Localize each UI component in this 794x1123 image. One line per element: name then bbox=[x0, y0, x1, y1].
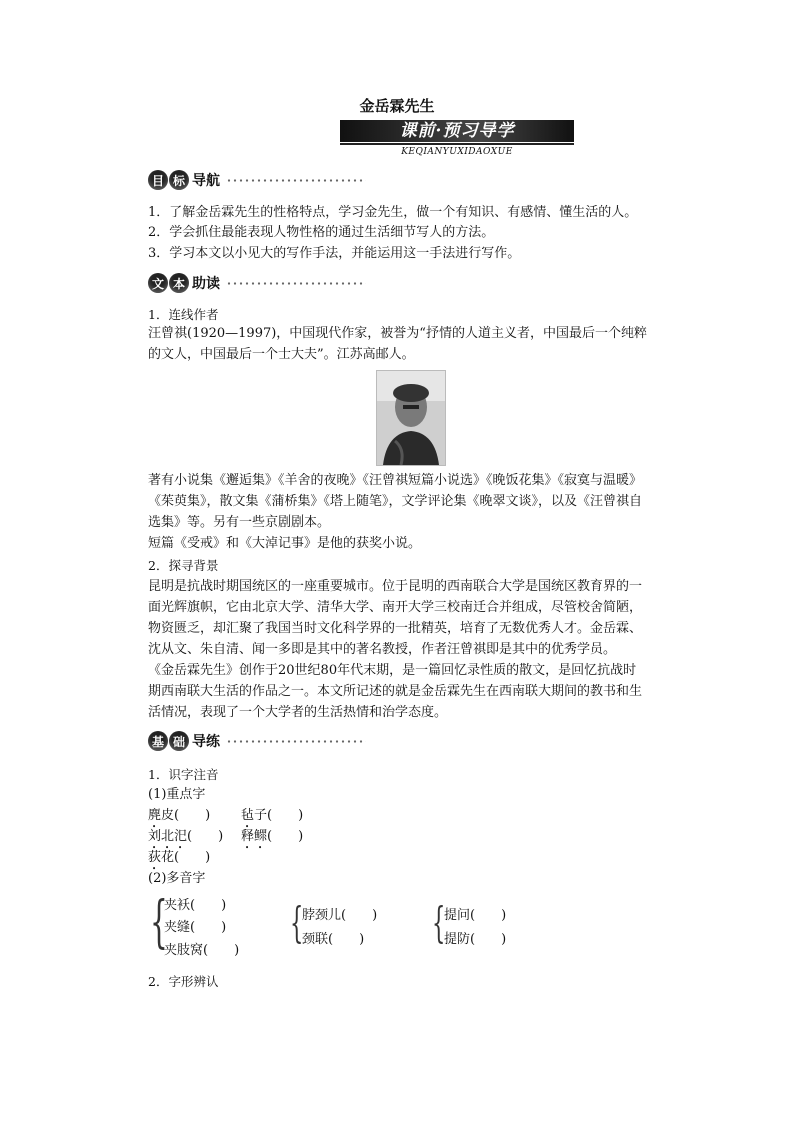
background-para: 《金岳霖先生》创作于20世纪80年代末期，是一篇回忆录性质的散文，是回忆抗战时期西南联大生活的作品之一。本文所记述的就是金岳霖先生在西南联大期间的教书和生活情况，表现了一个大学者的生活热情和治学态度。 bbox=[148, 663, 643, 720]
blank: 子( ) bbox=[254, 808, 304, 823]
section-title: 助读 bbox=[192, 276, 220, 292]
blank: ( ) bbox=[187, 829, 224, 844]
dotted-divider bbox=[226, 282, 366, 285]
section-banner bbox=[340, 120, 574, 148]
brace-icon: { bbox=[432, 898, 446, 947]
author-works: 著有小说集《邂逅集》《羊舍的夜晚》《汪曾祺短篇小说选》《晚饭花集》《寂寞与温暖》《茱萸集》，散文集《蒲桥集》《塔上随笔》，文学评论集《晚翠文谈》，以及《汪曾祺自选集》等。另有一些京剧剧本。 bbox=[148, 473, 643, 530]
badge-char: 本 bbox=[169, 273, 189, 293]
goal-item: 3．学习本文以小见大的写作手法，并能运用这一手法进行写作。 bbox=[148, 246, 521, 261]
author-intro bbox=[148, 323, 648, 365]
goal-item: 1．了解金岳霖先生的性格特点，学习金先生，做一个有知识、有感情、懂生活的人。 bbox=[148, 205, 638, 220]
dotted-divider bbox=[226, 740, 366, 743]
polyphone-item bbox=[444, 929, 564, 950]
polyphone-item bbox=[302, 929, 422, 950]
author-awards: 短篇《受戒》和《大淖记事》是他的获奖小说。 bbox=[148, 536, 422, 551]
blank: 皮( ) bbox=[161, 808, 211, 823]
subheading-polyphone: (2)多音字 bbox=[148, 871, 206, 886]
badge-char: 目 bbox=[148, 170, 168, 190]
emphasis-char: 麂 bbox=[148, 808, 162, 823]
subheading-background: 2．探寻背景 bbox=[148, 558, 219, 573]
section-title: 导航 bbox=[192, 173, 220, 189]
polyphone-item bbox=[164, 917, 284, 938]
blank: ( ) bbox=[267, 829, 304, 844]
section-title: 导练 bbox=[192, 734, 220, 750]
polyphone-item bbox=[302, 905, 422, 926]
emphasis-char: 释鳏 bbox=[241, 829, 268, 844]
emphasis-char: 毡 bbox=[241, 808, 255, 823]
banner-title: 课前·预习导学 bbox=[399, 121, 515, 141]
polyphone-word: 夹袄( ) bbox=[164, 898, 227, 913]
goal-item: 2．学会抓住最能表现人物性格的通过生活细节写人的方法。 bbox=[148, 225, 495, 240]
subheading-author: 1．连线作者 bbox=[148, 307, 219, 322]
polyphone-item bbox=[444, 905, 564, 926]
emphasis-char: 刘北汜 bbox=[148, 829, 188, 844]
polyphone-word: 提问( ) bbox=[444, 908, 507, 923]
background-para: 昆明是抗战时期国统区的一座重要城市。位于昆明的西南联合大学是国统区教育界的一面光辉旗帜，它由北京大学、清华大学、南开大学三校南迁合并组成，尽管校舍简陋，物资匮乏，却汇聚了我国当时文化科学界的一批精英，培育了无数优秀人才。金岳霖、沈从文、朱自清、闻一多即是其中的著名教授，作者汪曾祺即是其中的优秀学员。 bbox=[148, 579, 643, 657]
pinyin-item bbox=[241, 826, 341, 852]
section-header-basic bbox=[148, 730, 366, 752]
brace-icon: { bbox=[290, 898, 304, 947]
polyphone-word: 脖颈儿( ) bbox=[302, 908, 378, 923]
emphasis-char: 荻 bbox=[148, 850, 162, 865]
blank: 花( ) bbox=[161, 850, 211, 865]
badge-char: 文 bbox=[148, 273, 168, 293]
polyphone-word: 夹肢窝( ) bbox=[164, 943, 240, 958]
section-header-goal bbox=[148, 169, 366, 191]
badge-char: 础 bbox=[169, 731, 189, 751]
banner-subtitle: KEQIANYUXIDAOXUE bbox=[401, 147, 513, 157]
badge-char: 基 bbox=[148, 731, 168, 751]
polyphone-item bbox=[164, 940, 284, 961]
author-intro-text: 汪曾祺(1920—1997)，中国现代作家，被誉为“抒情的人道主义者，中国最后一个纯粹的文人，中国最后一个士大夫”。江苏高邮人。 bbox=[148, 326, 647, 362]
section-header-text bbox=[148, 272, 366, 294]
page-title: 金岳霖先生 bbox=[359, 97, 435, 115]
portrait-photo-icon bbox=[377, 371, 445, 465]
polyphone-word: 夹缝( ) bbox=[164, 920, 227, 935]
subheading-key-chars: (1)重点字 bbox=[148, 787, 206, 802]
badge-char: 标 bbox=[169, 170, 189, 190]
brace-icon: { bbox=[150, 890, 168, 955]
polyphone-word: 提防( ) bbox=[444, 932, 507, 947]
portrait-photo bbox=[376, 370, 446, 466]
polyphone-item bbox=[164, 895, 284, 916]
subheading-glyph: 2．字形辨认 bbox=[148, 974, 219, 989]
subheading-pronunciation: 1．识字注音 bbox=[148, 767, 219, 782]
polyphone-word: 颈联( ) bbox=[302, 932, 365, 947]
dotted-divider bbox=[226, 179, 366, 182]
